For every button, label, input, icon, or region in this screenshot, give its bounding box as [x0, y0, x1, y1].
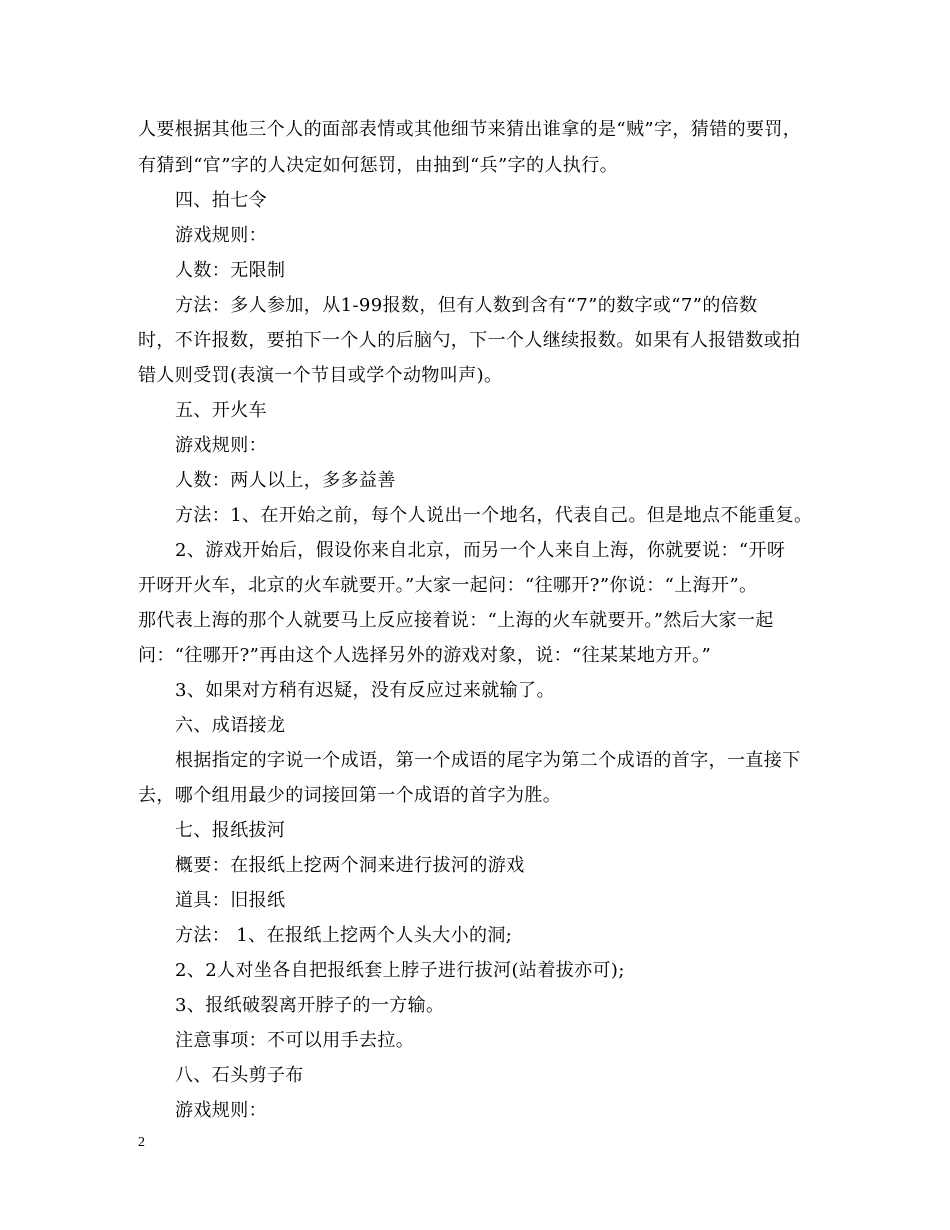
- text-line: 根据指定的字说一个成语，第一个成语的尾字为第二个成语的首字，一直接下: [175, 750, 801, 771]
- text-line: 注意事项：不可以用手去拉。: [175, 1030, 415, 1051]
- text-line: 3、报纸破裂离开脖子的一方输。: [175, 995, 445, 1016]
- text-line: 有猜到“官”字的人决定如何惩罚，由抽到“兵”字的人执行。: [138, 155, 619, 176]
- section-heading: 五、开火车: [175, 400, 267, 421]
- text-line: 开呀开火车，北京的火车就要开。”大家一起问：“往哪开?”你说：“上海开”。: [138, 575, 758, 596]
- text-line: 游戏规则：: [175, 435, 267, 456]
- section-heading: 八、石头剪子布: [175, 1065, 304, 1086]
- text-line: 问：“往哪开?”再由这个人选择另外的游戏对象，说：“往某某地方开。”: [138, 645, 712, 666]
- text-line: 方法： 1、在报纸上挖两个人头大小的洞;: [175, 925, 513, 946]
- text-line: 道具：旧报纸: [175, 890, 286, 911]
- text-line: 概要：在报纸上挖两个洞来进行拔河的游戏: [175, 855, 525, 876]
- text-line: 3、如果对方稍有迟疑，没有反应过来就输了。: [175, 680, 555, 701]
- text-line: 人要根据其他三个人的面部表情或其他细节来猜出谁拿的是“贼”字，猜错的要罚，: [138, 119, 802, 140]
- text-line: 人数：两人以上，多多益善: [175, 470, 396, 491]
- page-number: 2: [138, 1135, 145, 1150]
- text-line: 时，不许报数，要拍下一个人的后脑勺，下一个人继续报数。如果有人报错数或拍: [138, 330, 801, 351]
- section-heading: 六、成语接龙: [175, 715, 286, 736]
- text-line: 方法：1、在开始之前，每个人说出一个地名，代表自己。但是地点不能重复。: [175, 505, 813, 526]
- section-heading: 四、拍七令: [175, 190, 267, 211]
- text-line: 游戏规则：: [175, 1100, 267, 1121]
- text-line: 2、2人对坐各自把报纸套上脖子进行拔河(站着拔亦可);: [175, 960, 625, 981]
- text-line: 错人则受罚(表演一个节目或学个动物叫声)。: [138, 365, 503, 386]
- text-line: 方法：多人参加，从1-99报数，但有人数到含有“7”的数字或“7”的倍数: [175, 295, 758, 316]
- text-line: 那代表上海的那个人就要马上反应接着说：“上海的火车就要开。”然后大家一起: [138, 610, 774, 631]
- section-heading: 七、报纸拔河: [175, 820, 286, 841]
- text-line: 去，哪个组用最少的词接回第一个成语的首字为胜。: [138, 785, 562, 806]
- text-line: 人数：无限制: [175, 260, 286, 281]
- text-line: 游戏规则：: [175, 225, 267, 246]
- text-line: 2、游戏开始后，假设你来自北京，而另一个人来自上海，你就要说：“开呀: [175, 540, 786, 561]
